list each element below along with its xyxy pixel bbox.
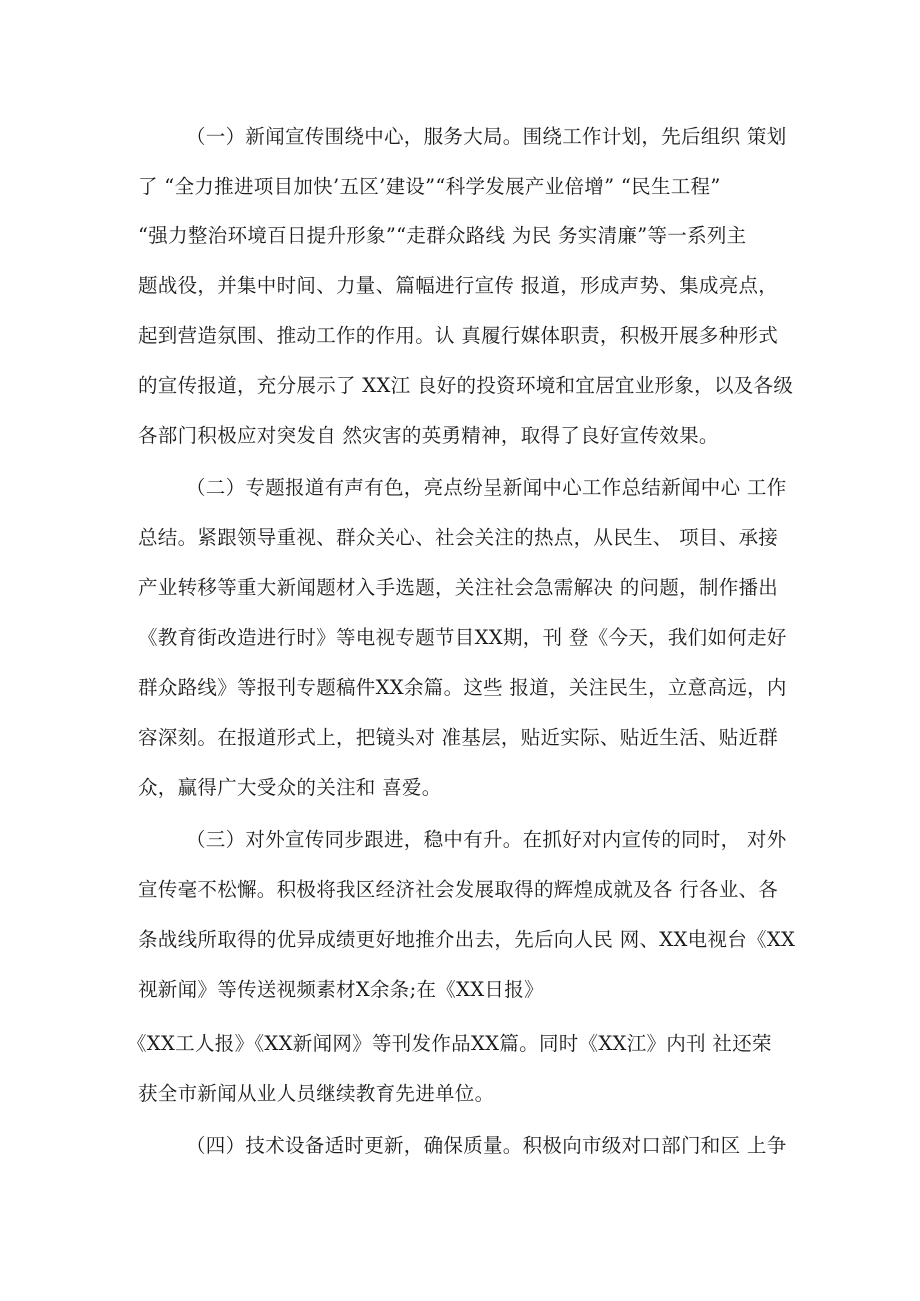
paragraph-line: 产业转移等重大新闻题材入手选题，关注社会急需解决 的问题，制作播出 bbox=[138, 576, 779, 599]
paragraph-line: （一）新闻宣传围绕中心，服务大局。围绕工作计划，先后组织 策划 bbox=[186, 125, 787, 148]
paragraph-line: 了 “全力推进项目加快’五区’建设”“科学发展产业倍增” “民生工程” bbox=[138, 175, 721, 198]
paragraph-line: 题战役，并集中时间、力量、篇幅进行宣传 报道，形成声势、集成亮点， bbox=[138, 274, 779, 297]
paragraph-line: 众，赢得广大受众的关注和 喜爱。 bbox=[138, 776, 442, 799]
paragraph-line: 容深刻。在报道形式上，把镜头对 准基层，贴近实际、贴近生活、贴近群 bbox=[138, 726, 779, 749]
paragraph-line: 《教育街改造进行时》等电视专题节目XX期，刊 登《今天，我们如何走好 bbox=[138, 626, 787, 649]
paragraph-line: 的宣传报道，充分展示了 XX江 良好的投资环境和宜居宜业形象，以及各级 bbox=[138, 374, 794, 397]
paragraph-line: 获全市新闻从业人员继续教育先进单位。 bbox=[138, 1082, 495, 1105]
paragraph-line: 各部门积极应对突发自 然灾害的英勇精神，取得了良好宣传效果。 bbox=[138, 424, 719, 447]
paragraph-line: 条战线所取得的优异成绩更好地推介出去，先后向人民 网、XX电视台《XX bbox=[138, 928, 796, 951]
paragraph-line: 起到营造氛围、推动工作的作用。认 真履行媒体职责，积极开展多种形式 bbox=[138, 324, 779, 347]
paragraph-line: 总结。紧跟领导重视、群众关心、社会关注的热点，从民生、 项目、承接 bbox=[138, 526, 779, 549]
paragraph-line: 视新闻》等传送视频素材X余条;在《XX日报》 bbox=[138, 978, 544, 1001]
paragraph-line: （三）对外宣传同步跟进，稳中有升。在抓好对内宣传的同时， 对外 bbox=[186, 828, 787, 851]
paragraph-line: “强力整治环境百日提升形象”“走群众路线 为民 务实清廉”等一系列主 bbox=[138, 224, 747, 247]
paragraph-line: （二）专题报道有声有色，亮点纷呈新闻中心工作总结新闻中心 工作 bbox=[186, 476, 787, 499]
paragraph-line: （四）技术设备适时更新，确保质量。积极向市级对口部门和区 上争 bbox=[186, 1134, 787, 1157]
paragraph-line: 《XX工人报》《XX新闻网》等刊发作品XX篇。同时《XX江》内刊 社还荣 bbox=[127, 1032, 772, 1055]
paragraph-line: 宣传毫不松懈。积极将我区经济社会发展取得的辉煌成就及各 行各业、各 bbox=[138, 878, 779, 901]
paragraph-line: 群众路线》等报刊专题稿件XX余篇。这些 报道，关注民生，立意高远，内 bbox=[138, 676, 787, 699]
